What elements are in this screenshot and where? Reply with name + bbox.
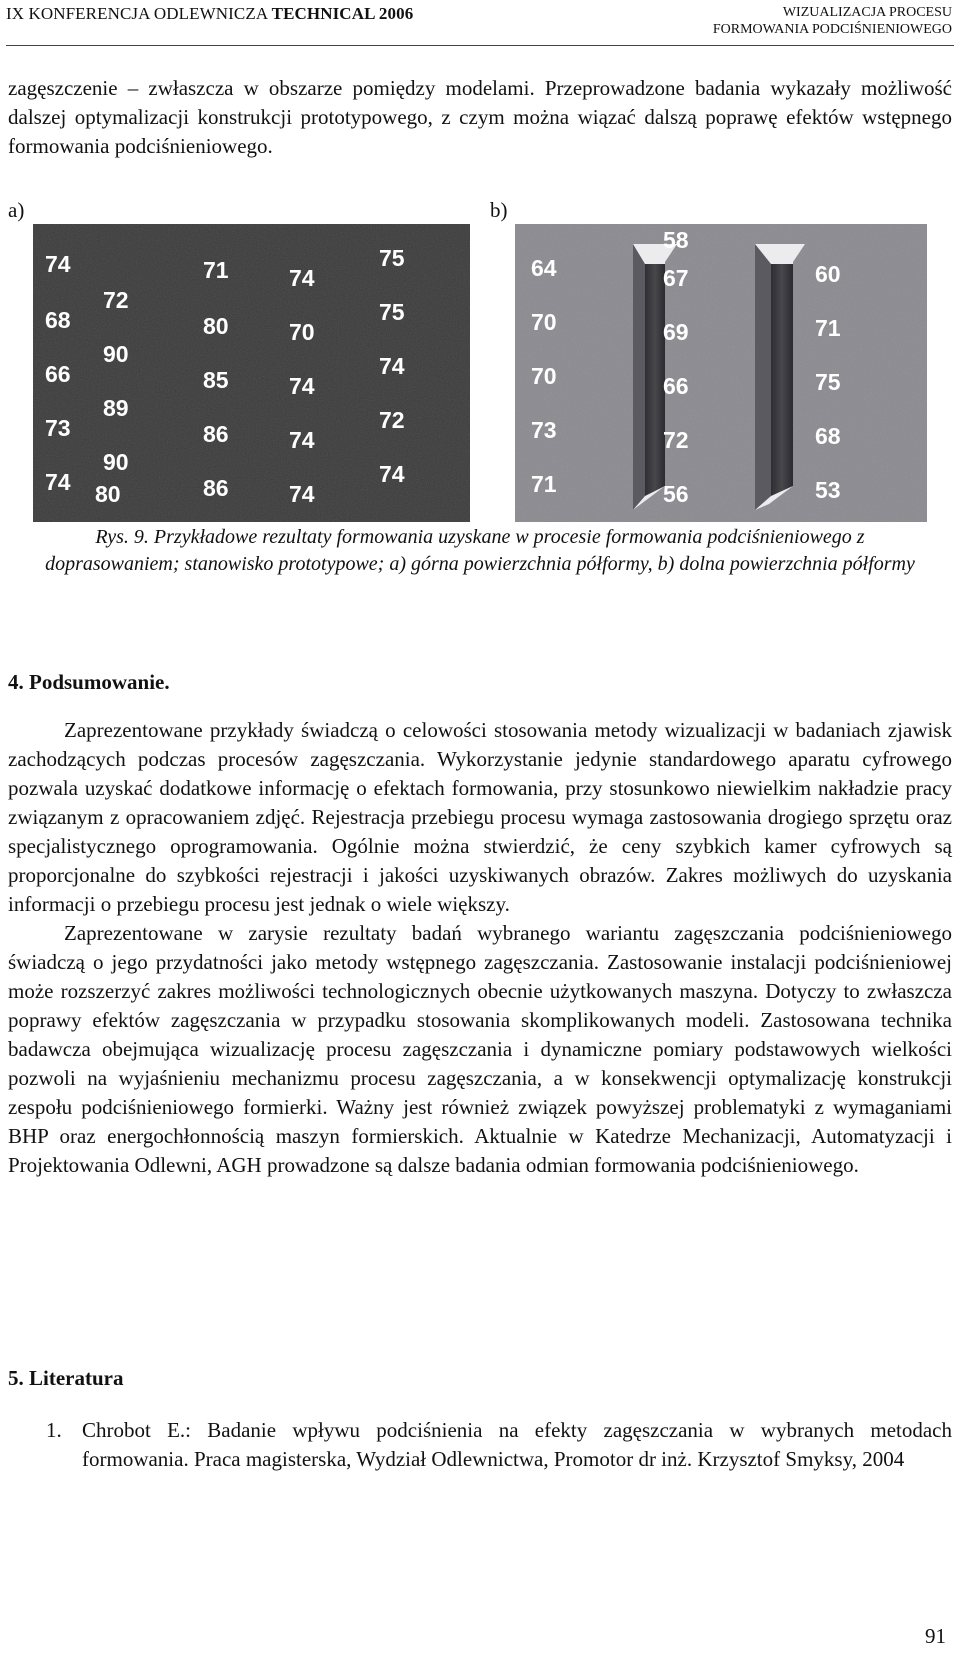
panel-b-value-9: 66: [663, 373, 689, 399]
panel-a-value-22: 75: [379, 299, 405, 325]
panel-a-value-24: 72: [379, 407, 405, 433]
panel-b-photo: [515, 224, 927, 522]
figure-label-a: a): [8, 198, 25, 222]
panel-a-value-4: 90: [103, 341, 129, 367]
panel-a-value-1: 74: [45, 251, 71, 277]
panel-b-value-16: 53: [815, 477, 841, 503]
panel-a-value-8: 90: [103, 449, 129, 475]
panel-a-value-17: 70: [289, 319, 315, 345]
panel-b-value-2: 70: [531, 309, 557, 335]
panel-a-value-2: 72: [103, 287, 129, 313]
figure-panel-a: [33, 224, 470, 522]
panel-a-photo: [33, 224, 470, 522]
section-5-title: 5. Literatura: [8, 1366, 124, 1390]
panel-a-value-7: 73: [45, 415, 71, 441]
panel-a-value-19: 74: [289, 427, 315, 453]
figure-caption: Rys. 9. Przykładowe rezultaty formowania uzyskane w procesie formowania podciśnieniowego z doprasowaniem; stanowisko prototypowe; a) górna powierzchnia półformy, b) dolna powierzchnia półformy: [45, 526, 915, 575]
reference-number: 1.: [46, 1418, 62, 1442]
panel-b-value-3: 70: [531, 363, 557, 389]
conference-name: IX KONFERENCJA ODLEWNICZA: [6, 4, 268, 23]
conference-edition: TECHNICAL 2006: [271, 4, 414, 23]
panel-b-value-5: 71: [531, 471, 557, 497]
panel-a-value-20: 74: [289, 481, 315, 507]
figure-label-b: b): [490, 198, 508, 222]
panel-a-value-9: 74: [45, 469, 71, 495]
reference-item: [46, 1416, 952, 1474]
panel-a-value-14: 86: [203, 421, 229, 447]
header-title-line2: FORMOWANIA PODCIŚNIENIOWEGO: [712, 22, 952, 37]
section-4-paragraph-1: Zaprezentowane przykłady świadczą o celowości stosowania metody wizualizacji w badaniach zjawisk zachodzących podczas procesów zagęszczania. Wykorzystanie jedynie standardowego aparatu cyfrowego pozwala uzyskać dodatkowe informację o efektach formowania, przy stosunkowo niewielkim nakładzie pracy związanym z opracowaniem zdjęć. Rejestracja przebiegu procesu wymaga zastosowania drogiego sprzętu oraz specjalistycznego oprogramowania. Ogólnie można stwierdzić, że ceny szybkich kamer cyfrowych są proporcjonalne do szybkości rejestracji i jakości uzyskiwanych obrazów. Zakres możliwych do uzyskania informacji o przebiegu procesu jest jednak o wiele większy.: [8, 718, 952, 916]
panel-a-value-18: 74: [289, 373, 315, 399]
panel-a-value-3: 68: [45, 307, 71, 333]
reference-text: Chrobot E.: Badanie wpływu podciśnienia na efekty zagęszczania w wybranych metodach formowania. Praca magisterska, Wydział Odlewnictwa, Promotor dr inż. Krzysztof Smyksy, 2004: [82, 1418, 952, 1471]
section-4-paragraph-2: Zaprezentowane w zarysie rezultaty badań wybranego wariantu zagęszczania podciśnieniowego świadczą o jego przydatności jako metody wstępnego zagęszczania. Zastosowanie instalacji podciśnieniowej może rozszerzyć zakres możliwości technologicznych obecnie użytkowanych maszyna. Dotyczy to zwłaszcza poprawy efektów zagęszczania w przypadku stosowania skomplikowanych modeli. Zastosowana technika badawcza obejmująca wizualizację procesu zagęszczania i dynamiczne pomiary podstawowych wielkości pozwoli na wyjaśnieniu mechanizmu procesu zagęszczania, a w konsekwencji optymalizację konstrukcji zespołu podciśnieniowego formierki. Ważny jest również związek powyższej problematyki z wymaganiami BHP oraz energochłonnością maszyn formierskich. Aktualnie w Katedrze Mechanizacji, Automatyzacji i Projektowania Odlewni, AGH prowadzone są dalsze badania odmian formowania podciśnieniowego.: [8, 921, 952, 1177]
panel-a-value-15: 86: [203, 475, 229, 501]
panel-b-value-7: 67: [663, 265, 689, 291]
running-header-left: [6, 4, 413, 24]
reference-list: [46, 1416, 952, 1474]
panel-b-value-1: 64: [531, 255, 557, 281]
panel-a-value-11: 71: [203, 257, 229, 283]
panel-b-value-14: 75: [815, 369, 841, 395]
panel-a-value-21: 75: [379, 245, 405, 271]
panel-b-value-6: 58: [663, 227, 689, 253]
panel-b-value-10: 72: [663, 427, 689, 453]
page-number: 91: [925, 1624, 946, 1648]
panel-b-value-15: 68: [815, 423, 841, 449]
section-4-title: 4. Podsumowanie.: [8, 670, 170, 694]
intro-paragraph: [8, 74, 952, 161]
panel-a-value-25: 74: [379, 461, 405, 487]
panel-b-value-4: 73: [531, 417, 557, 443]
panel-a-value-23: 74: [379, 353, 405, 379]
header-title-line1: WIZUALIZACJA PROCESU: [782, 5, 952, 20]
panel-b-value-12: 60: [815, 261, 841, 287]
panel-a-value-10: 80: [95, 481, 121, 507]
figure-panel-b: [515, 224, 927, 522]
section-4-body: [8, 716, 952, 1180]
panel-a-value-6: 89: [103, 395, 129, 421]
panel-a-value-16: 74: [289, 265, 315, 291]
panel-a-value-12: 80: [203, 313, 229, 339]
panel-a-value-13: 85: [203, 367, 229, 393]
header-divider: [6, 45, 954, 46]
intro-text: zagęszczenie – zwłaszcza w obszarze pomiędzy modelami. Przeprowadzone badania wykazały możliwość dalszej optymalizacji konstrukcji prototypowego, z czym można wiązać dalszą poprawę efektów wstępnego formowania podciśnieniowego.: [8, 76, 952, 158]
running-header-right: [713, 4, 952, 38]
panel-b-value-11: 56: [663, 481, 689, 507]
panel-b-value-13: 71: [815, 315, 841, 341]
panel-a-value-5: 66: [45, 361, 71, 387]
panel-b-value-8: 69: [663, 319, 689, 345]
